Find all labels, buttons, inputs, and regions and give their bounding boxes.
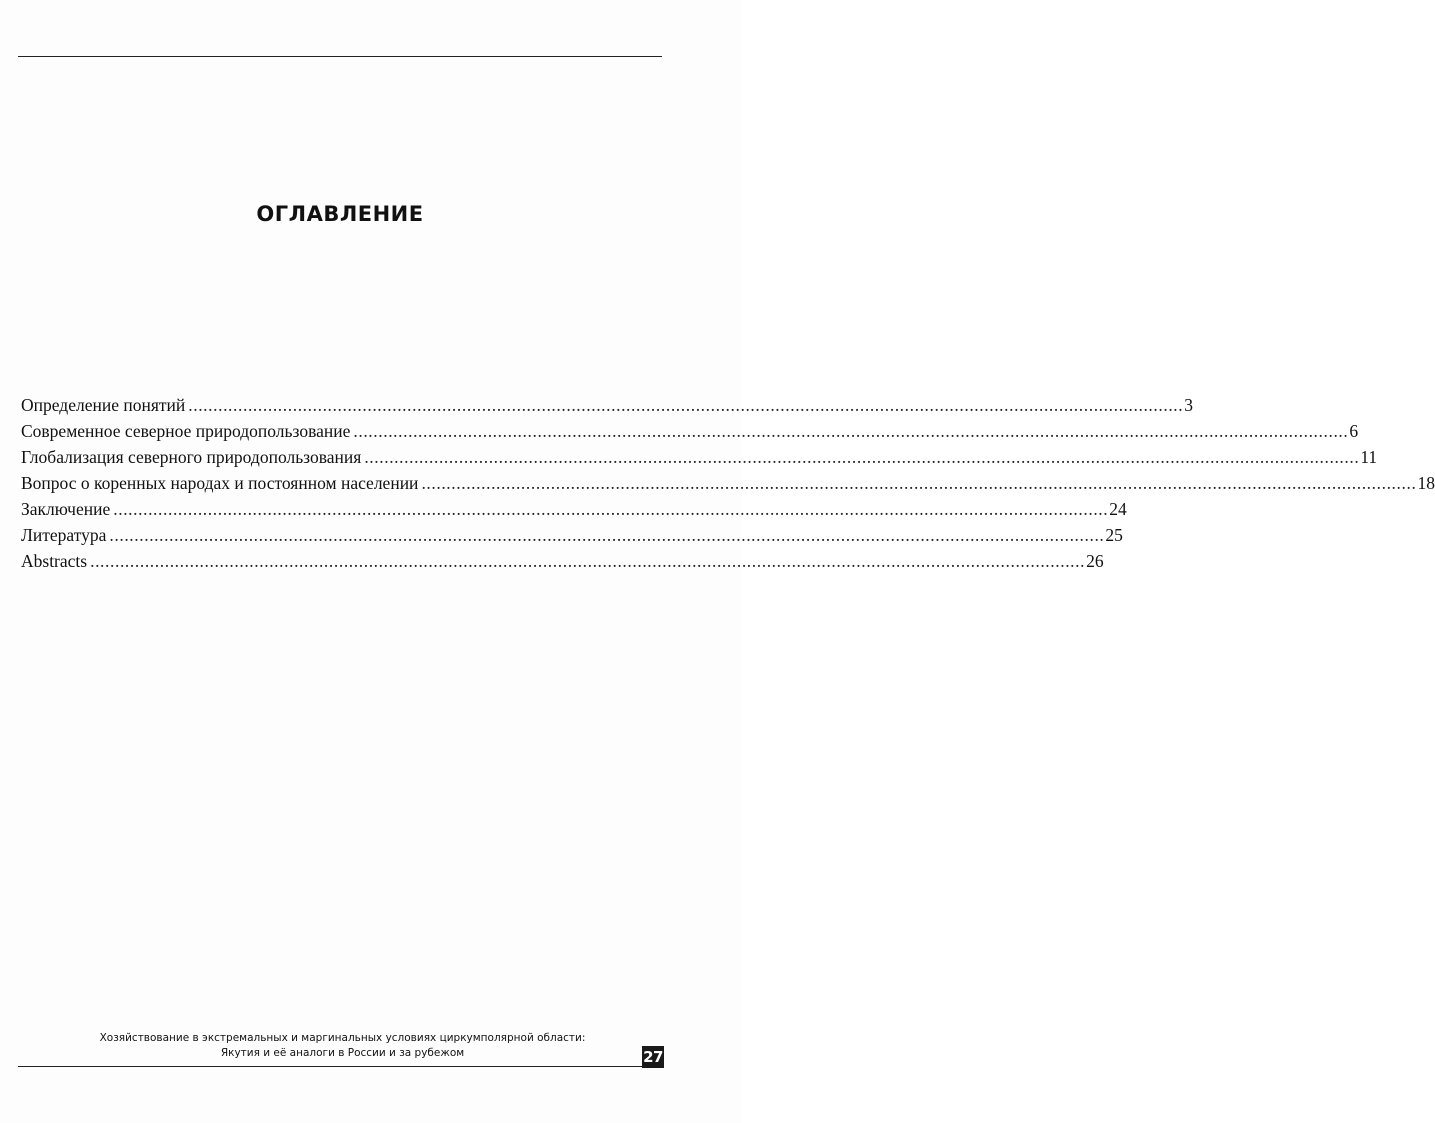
toc-entry-label: Abstracts	[21, 551, 88, 571]
footer-rule	[18, 1066, 642, 1067]
toc-entry-page: 3	[1184, 395, 1193, 415]
toc-entry-label: Современное северное природопользование	[21, 421, 351, 441]
toc-entry[interactable]	[21, 522, 1123, 548]
toc-entry-page: 11	[1360, 447, 1378, 467]
toc-entry[interactable]	[21, 418, 1359, 444]
toc-entry[interactable]	[21, 496, 1127, 522]
toc-entry[interactable]	[21, 444, 1378, 470]
toc-entry-label: Глобализация северного природопользования	[21, 447, 362, 467]
toc-entry[interactable]	[21, 548, 1104, 574]
toc-entry-page: 26	[1086, 551, 1104, 571]
toc-leader-dots: ........................................................................................................................................................................................................	[364, 447, 1360, 467]
footer-line-2: Якутия и её аналоги в России и за рубежом	[220, 1047, 465, 1059]
toc-entry-label: Литература	[21, 525, 107, 545]
toc-entry-page: 25	[1105, 525, 1123, 545]
header-rule	[18, 56, 662, 57]
toc-entry-page: 18	[1417, 473, 1435, 493]
toc-entry[interactable]	[21, 392, 1193, 418]
toc-entry-page: 6	[1349, 421, 1359, 441]
toc-entry[interactable]	[21, 470, 1435, 496]
page-number-badge: 27	[643, 1048, 663, 1066]
toc-leader-dots: ........................................................................................................................................................................................................	[90, 551, 1086, 571]
toc-entry-label: Определение понятий	[21, 395, 186, 415]
toc-entry-label: Заключение	[21, 499, 111, 519]
toc-entry-page: 24	[1109, 499, 1127, 519]
toc-entry-label: Вопрос о коренных народах и постоянном населении	[21, 473, 419, 493]
footer-line-1: Хозяйствование в экстремальных и маргинальных условиях циркумполярной области:	[99, 1032, 586, 1044]
toc-leader-dots: ........................................................................................................................................................................................................	[109, 525, 1105, 545]
running-footer	[40, 1031, 645, 1061]
toc-leader-dots: ........................................................................................................................................................................................................	[421, 473, 1417, 493]
table-of-contents	[21, 392, 1435, 574]
toc-leader-dots: ........................................................................................................................................................................................................	[353, 421, 1349, 441]
page-title: ОГЛАВЛЕНИЕ	[256, 202, 424, 226]
toc-leader-dots: ........................................................................................................................................................................................................	[188, 395, 1184, 415]
toc-leader-dots: ........................................................................................................................................................................................................	[113, 499, 1109, 519]
